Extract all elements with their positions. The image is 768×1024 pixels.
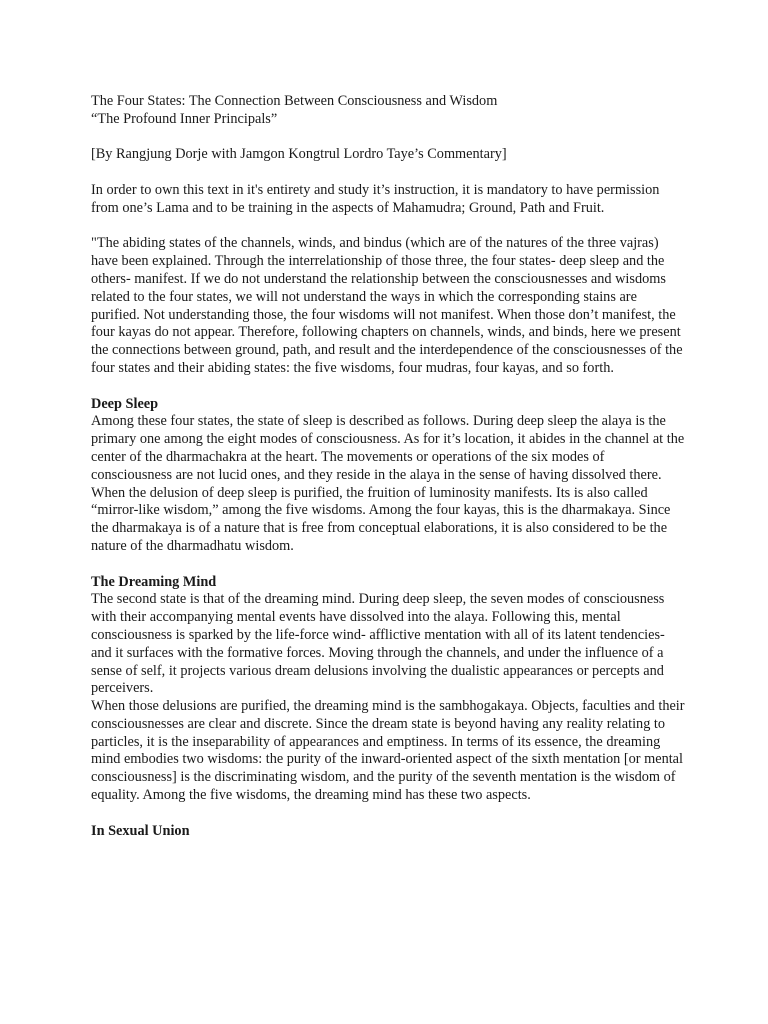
deep-sleep-paragraph-2: When the delusion of deep sleep is purified, the fruition of luminosity manifests. Its is also called “mirror-like wisdom,” among the five wisdoms. Among the four kayas, this is the dharmakaya. Since the dharmakaya is of a nature that is free from conceptual elaborations, it is also considered to be the nature of the dharmadhatu wisdom. xyxy=(91,484,671,554)
byline: [By Rangjung Dorje with Jamgon Kongtrul Lordro Taye’s Commentary] xyxy=(91,146,507,163)
intro-paragraph: "The abiding states of the channels, winds, and bindus (which are of the natures of the three vajras) have been explained. Through the interrelationship of those three, the four states- deep sleep and the others- manifest. If we do not understand the relationship between the consciousnesses and wisdoms related to the four states, we will not understand the ways in which the corresponding stains are purified. Not understanding those, the four wisdoms will not manifest. When those don’t manifest, the four kayas do not appear. Therefore, following chapters on channels, winds, and binds, here we present the connections between ground, path, and result and the interdependence of the consciousnesses of the four states and their abiding states: the five wisdoms, four mudras, four kayas, and so forth. xyxy=(91,235,683,376)
spacer xyxy=(91,556,687,574)
deep-sleep-paragraph-1: Among these four states, the state of sleep is described as follows. During deep sleep the alaya is the primary one among the eight modes of consciousness. As for it’s location, it abides in the channel at the center of the dharmachakra at the heart. The movements or operations of the six modes of consciousness are not lucid ones, and they reside in the alaya in the sense of having dissolved there. xyxy=(91,413,685,483)
permission-notice: In order to own this text in it's entirety and study it’s instruction, it is mandatory to have permission from one’s Lama and to be training in the aspects of Mahamudra; Ground, Path and Fruit. xyxy=(91,181,660,216)
spacer xyxy=(91,129,687,147)
section-heading-dreaming-mind: The Dreaming Mind xyxy=(91,573,217,590)
section-heading-sexual-union: In Sexual Union xyxy=(91,822,190,839)
dreaming-mind-paragraph-1: The second state is that of the dreaming mind. During deep sleep, the seven modes of consciousness with their accompanying mental events have dissolved into the alaya. Following this, mental consciousness is sparked by the life-force wind- afflictive mentation with all of its latent tendencies- and it surfaces with the formative forces. Moving through the channels, and under the influence of a sense of self, it projects various dream delusions involving the dualistic appearances or percepts and perceivers. xyxy=(91,591,665,697)
dreaming-mind-paragraph-2: When those delusions are purified, the dreaming mind is the sambhogakaya. Objects, faculties and their consciousnesses are clear and discrete. Since the dream state is beyond having any reality relating to particles, it is the inseparability of appearances and emptiness. In terms of its essence, the dreaming mind embodies two wisdoms: the purity of the inward-oriented aspect of the sixth mentation [or mental consciousness] is the discriminating wisdom, and the purity of the seventh mentation is the wisdom of equality. Among the five wisdoms, the dreaming mind has these two aspects. xyxy=(91,698,685,804)
document-title: The Four States: The Connection Between Consciousness and Wisdom xyxy=(91,93,498,109)
spacer xyxy=(91,218,687,236)
spacer xyxy=(91,164,687,182)
spacer xyxy=(91,805,687,823)
spacer xyxy=(91,378,687,396)
document-subtitle: “The Profound Inner Principals” xyxy=(91,110,278,127)
section-heading-deep-sleep: Deep Sleep xyxy=(91,395,159,412)
document-page xyxy=(91,93,687,840)
